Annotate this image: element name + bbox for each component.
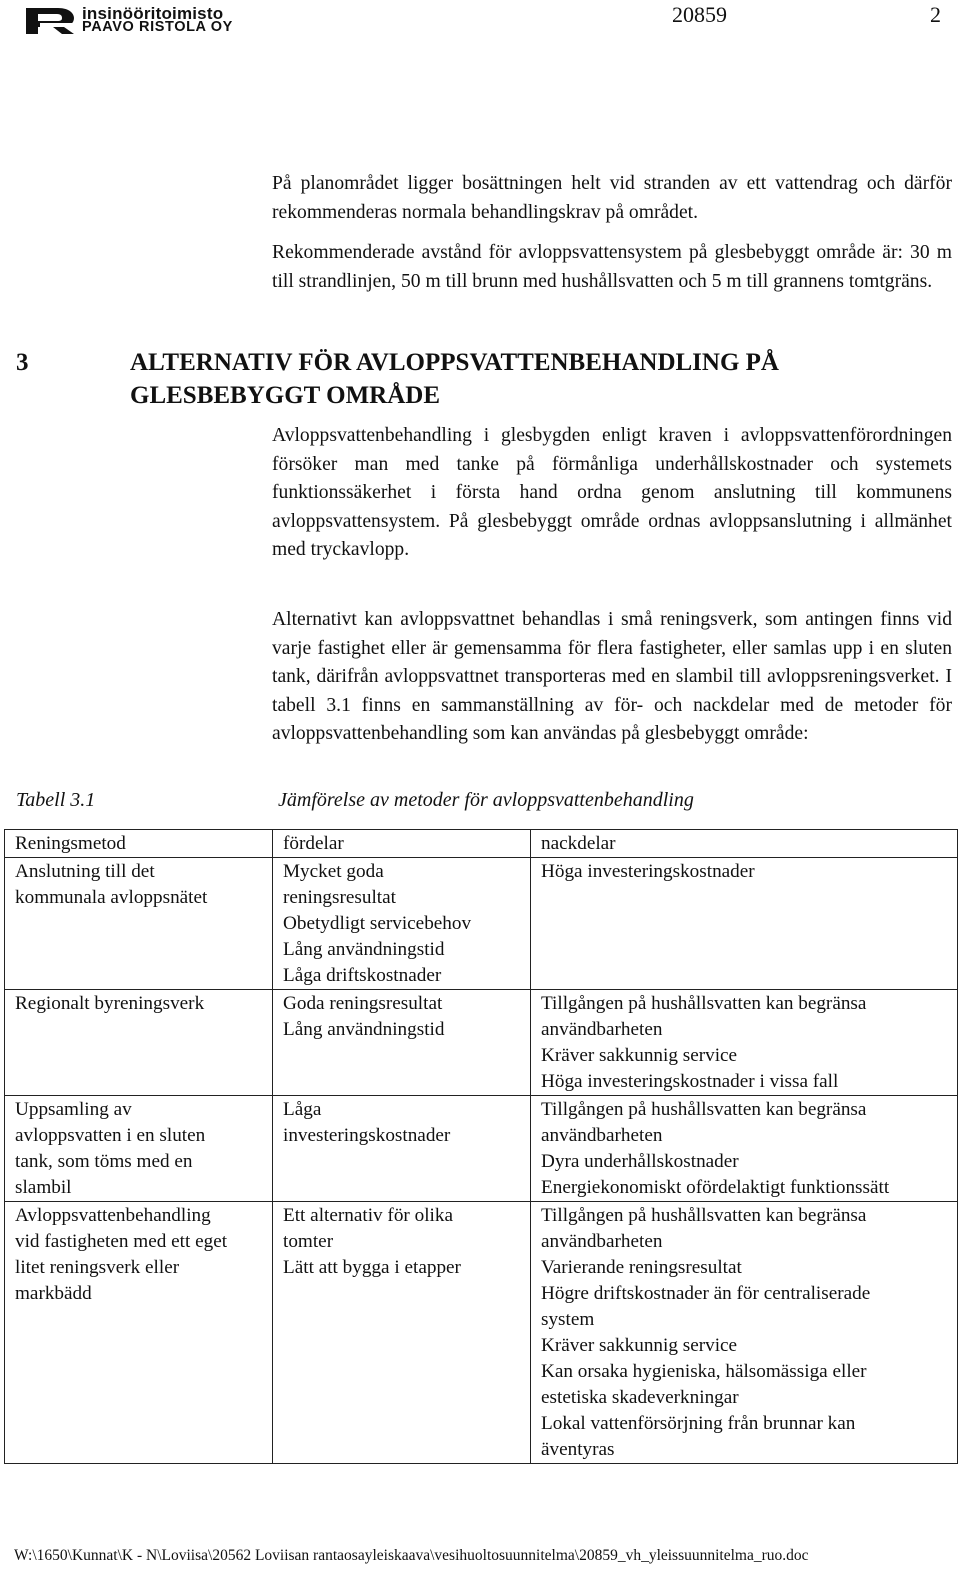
method-cell [5, 1202, 273, 1464]
cell-line: tank, som töms med en [15, 1151, 193, 1172]
disadvantages-cell [531, 990, 958, 1096]
header-advantages: fördelar [273, 830, 531, 858]
table-header-row [5, 830, 958, 858]
table-row [5, 1202, 958, 1464]
page-number: 2 [930, 2, 941, 27]
cell-line: Kan orsaka hygieniska, hälsomässiga eller [541, 1361, 867, 1382]
disadvantages-cell [531, 1202, 958, 1464]
cell-line: avloppsvatten i en sluten [15, 1125, 206, 1146]
cell-line: Avloppsvattenbehandling [15, 1205, 211, 1226]
cell-line: Anslutning till det [15, 861, 155, 882]
cell-line: Energiekonomiskt ofördelaktigt funktionssätt [541, 1177, 890, 1198]
cell-line: Mycket goda [283, 861, 384, 882]
section-number: 3 [16, 349, 29, 376]
cell-line: Varierande reningsresultat [541, 1257, 742, 1278]
cell-line: Goda reningsresultat [283, 993, 443, 1014]
cell-line: Låga driftskostnader [283, 965, 442, 986]
document-number: 20859 [672, 2, 727, 27]
cell-line: Höga investeringskostnader i vissa fall [541, 1071, 839, 1092]
table-row [5, 1096, 958, 1202]
cell-line: slambil [15, 1177, 72, 1198]
table-caption-text: Jämförelse av metoder för avloppsvattenbehandling [278, 789, 694, 811]
cell-line: Kräver sakkunnig service [541, 1045, 738, 1066]
cell-line: Dyra underhållskostnader [541, 1151, 739, 1172]
cell-line: reningsresultat [283, 887, 396, 908]
cell-line: Högre driftskostnader än för centraliserade [541, 1283, 871, 1304]
table-caption-label: Tabell 3.1 [16, 789, 96, 811]
advantages-cell [273, 1096, 531, 1202]
cell-line: system [541, 1309, 595, 1330]
section-title: ALTERNATIV FÖR AVLOPPSVATTENBEHANDLING PÅ GLESBEBYGGT OMRÅDE [130, 349, 779, 409]
intro-paragraph-1: På planområdet ligger bosättningen helt vid stranden av ett vattendrag och därför rekommenderas normala behandlingskrav på området. [272, 173, 952, 223]
cell-line: användbarheten [541, 1231, 663, 1252]
advantages-cell [273, 990, 531, 1096]
cell-line: Lång användningstid [283, 1019, 445, 1040]
disadvantages-cell [531, 1096, 958, 1202]
intro-paragraph-2: Rekommenderade avstånd för avloppsvattensystem på glesbebyggt område är: 30 m till strandlinjen, 50 m till brunn med hushållsvatten och 5 m till grannens tomtgräns. [272, 242, 952, 292]
company-name-line1: insinööritoimisto [82, 4, 224, 23]
table-row [5, 990, 958, 1096]
cell-line: Obetydligt servicebehov [283, 913, 472, 934]
cell-line: kommunala avloppsnätet [15, 887, 208, 908]
table-row [5, 858, 958, 990]
cell-line: Regionalt byreningsverk [15, 993, 205, 1014]
disadvantages-cell [531, 858, 958, 990]
cell-line: tomter [283, 1231, 334, 1252]
method-cell [5, 858, 273, 990]
cell-line: Tillgången på hushållsvatten kan begränsa [541, 993, 867, 1014]
company-logo [24, 6, 289, 36]
cell-line: Kräver sakkunnig service [541, 1335, 738, 1356]
method-cell [5, 990, 273, 1096]
section-paragraph-1: Avloppsvattenbehandling i glesbygden enligt kraven i avloppsvattenförordningen försöker man med tanke på förmånliga underhållskostnader och systemets funktionssäkerhet i första hand ordna genom anslutning till kommunens avloppsvattensystem. På glesbebyggt område ordnas avloppsanslutning i allmänhet med tryckavlopp. [272, 425, 952, 561]
cell-line: Lätt att bygga i etapper [283, 1257, 461, 1278]
cell-line: vid fastigheten med ett eget [15, 1231, 228, 1252]
advantages-cell [273, 858, 531, 990]
cell-line: äventyras [541, 1439, 615, 1460]
cell-line: investeringskostnader [283, 1125, 451, 1146]
cell-line: Tillgången på hushållsvatten kan begränsa [541, 1099, 867, 1120]
cell-line: Tillgången på hushållsvatten kan begränsa [541, 1205, 867, 1226]
company-name-line2: PAAVO RISTOLA OY [82, 19, 233, 35]
cell-line: användbarheten [541, 1125, 663, 1146]
header-method: Reningsmetod [5, 830, 273, 858]
header-disadvantages: nackdelar [531, 830, 958, 858]
cell-line: litet reningsverk eller [15, 1257, 180, 1278]
cell-line: estetiska skadeverkningar [541, 1387, 739, 1408]
cell-line: användbarheten [541, 1019, 663, 1040]
cell-line: markbädd [15, 1283, 92, 1304]
cell-line: Uppsamling av [15, 1099, 132, 1120]
cell-line: Lång användningstid [283, 939, 445, 960]
advantages-cell [273, 1202, 531, 1464]
cell-line: Låga [283, 1099, 322, 1120]
company-logo-mark-icon [24, 6, 76, 36]
footer-file-path: W:\1650\Kunnat\K - N\Loviisa\20562 Loviisan rantaosayleiskaava\vesihuoltosuunnitelma\20859_vh_yleissuunnitelma_ruo.doc [14, 1547, 809, 1564]
methods-comparison-table [4, 829, 958, 1464]
cell-line: Ett alternativ för olika [283, 1205, 453, 1226]
cell-line: Höga investeringskostnader [541, 861, 755, 882]
section-paragraph-2: Alternativt kan avloppsvattnet behandlas i små reningsverk, som antingen finns vid varje fastighet eller är gemensamma för flera fastigheter, eller samlas upp i en sluten tank, därifrån avloppsvattnet transporteras med en slambil till avloppsreningsverket. I tabell 3.1 finns en sammanställning av för- och nackdelar med de metoder för avloppsvattenbehandling som kan användas på glesbebyggt område: [272, 609, 952, 745]
cell-line: Lokal vattenförsörjning från brunnar kan [541, 1413, 856, 1434]
method-cell [5, 1096, 273, 1202]
